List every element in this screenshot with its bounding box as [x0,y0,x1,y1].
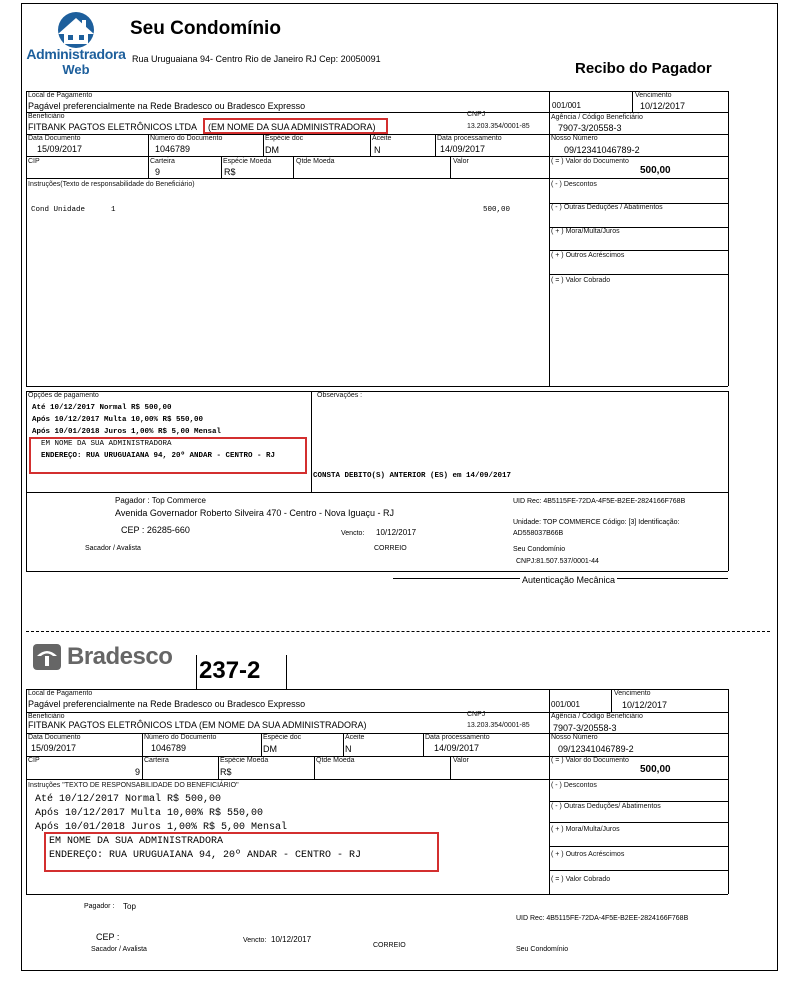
label-seu-condominio-bottom: Seu Condomínio [516,946,569,953]
label-valor-documento-2: ( = ) Valor do Documento [551,757,629,764]
pagador-name-top: Pagador : Top Commerce [115,496,207,505]
label-qtde-moeda-2: Qtde Moeda [316,757,355,764]
autenticacao-mecanica: Autenticação Mecânica [522,575,616,585]
observacoes-text: CONSTA DEBITO(S) ANTERIOR (ES) em 14/09/2017 [313,472,512,480]
label-opcoes-pagamento: Opções de pagamento [28,392,99,399]
label-cep-bottom: CEP : [96,932,120,942]
label-valor: Valor [453,158,469,165]
aceite: N [374,145,381,155]
label-agencia-codigo-2: Agência / Código Beneficiário [551,713,643,720]
label-numero-documento-2: Número do Documento [144,734,217,741]
condo-address: Rua Uruguaiana 94- Centro Rio de Janeiro RJ Cep: 20050091 [132,54,381,64]
especie-doc-2: DM [263,744,277,754]
opcao-line-3-bottom: Após 10/01/2018 Juros 1,00% R$ 5,00 Mensal [35,822,288,833]
cut-line [26,631,770,632]
label-aceite: Aceite [372,135,392,142]
data-documento: 15/09/2017 [37,144,83,154]
pagador-endereco: Avenida Governador Roberto Silveira 470 - Centro - Nova Iguaçu - RJ [115,508,394,518]
label-beneficiario: Beneficiário [28,113,65,120]
valor-documento-2: 500,00 [640,764,671,775]
carteira-2: 9 [135,767,141,777]
unidade-info-2: AD558037B66B [513,530,564,537]
pagador-name-bottom: Top [123,902,136,911]
opcao-line-2-bottom: Após 10/12/2017 Multa 10,00% R$ 550,00 [35,808,264,819]
instrucao-valor: 500,00 [483,206,511,214]
uid-top: UID Rec: 4B5115FE-72DA-4F5E-B2EE-2824166F768B [513,498,686,505]
label-numero-documento: Número do Documento [150,135,223,142]
opcao-line-1: Até 10/12/2017 Normal R$ 500,00 [32,404,172,412]
label-data-documento: Data Documento [28,135,81,142]
label-cip-2: CIP [28,757,40,764]
cnpj-condominio: CNPJ:81.507.537/0001-44 [516,558,599,565]
label-vencto-top: Vencto: [341,530,365,537]
unidade-info-1: Unidade: TOP COMMERCE Código: [3] Identificação: [513,519,680,526]
especie-moeda: R$ [224,167,236,177]
label-data-processamento-2: Data processamento [425,734,490,741]
instrucao-unidade: 1 [111,206,116,214]
data-processamento-2: 14/09/2017 [434,743,480,753]
logo-text-line1: Administradora [26,46,126,62]
nosso-numero-2: 09/12341046789-2 [558,744,634,754]
label-aceite-2: Aceite [345,734,365,741]
label-valor-cobrado: ( = ) Valor Cobrado [551,277,611,284]
opcao-line-3: Após 10/01/2018 Juros 1,00% R$ 5,00 Mensal [32,428,222,436]
cnpj: 13.203.354/0001-85 [467,123,530,130]
label-seu-condominio-top: Seu Condomínio [513,546,566,553]
label-especie-doc: Espécie doc [265,135,304,142]
parcela: 001/001 [552,101,581,110]
cnpj-2: 13.203.354/0001-85 [467,722,530,729]
highlight-beneficiario [203,118,388,134]
highlight-admin-bottom [44,832,439,872]
label-qtde-moeda: Qtde Moeda [296,158,335,165]
especie-moeda-2: R$ [220,767,232,777]
label-descontos: ( - ) Descontos [551,181,597,188]
page-title: Seu Condomínio [130,18,281,39]
label-sacador-bottom: Sacador / Avalista [91,946,147,953]
highlight-admin-top [29,437,307,474]
label-descontos-2: ( - ) Descontos [551,782,597,789]
label-valor-documento: ( = ) Valor do Documento [551,158,629,165]
label-nosso-numero-2: Nosso Número [551,734,598,741]
carteira: 9 [155,167,161,177]
label-especie-moeda: Espécie Moeda [223,158,272,165]
opcao-line-2: Após 10/12/2017 Multa 10,00% R$ 550,00 [32,416,204,424]
aceite-2: N [345,744,352,754]
label-agencia-codigo: Agência / Código Beneficiário [551,114,643,121]
admin-line-2: ENDEREÇO: RUA URUGUAIANA 94, 20º ANDAR - CENTRO - RJ [41,452,276,460]
instrucao-item: Cond Unidade [31,206,86,214]
house-logo-icon [24,8,128,48]
nosso-numero: 09/12341046789-2 [564,145,640,155]
agencia-codigo-2: 7907-3/20558-3 [553,723,617,733]
vencto-top: 10/12/2017 [376,528,417,537]
label-instrucoes: Instruções(Texto de responsabilidade do Beneficiário) [28,181,195,188]
valor-documento: 500,00 [640,165,671,176]
pagador-cep: CEP : 26285-660 [121,525,190,535]
label-nosso-numero: Nosso Número [551,135,598,142]
admin-line-1: EM NOME DA SUA ADMINISTRADORA [41,440,172,448]
label-mora-multa-2: ( + ) Mora/Multa/Juros [551,826,620,833]
label-cnpj: CNPJ [467,111,486,118]
label-local-pagamento-2: Local de Pagamento [28,690,93,697]
numero-documento: 1046789 [155,144,191,154]
label-outros-acrescimos: ( + ) Outros Acréscimos [551,252,625,259]
bank-code: 237-2 [199,657,261,684]
beneficiario-full-2: FITBANK PAGTOS ELETRÔNICOS LTDA (EM NOME DA SUA ADMINISTRADORA) [28,720,367,730]
vencto-bottom: 10/12/2017 [271,935,312,944]
label-especie-moeda-2: Espécie Moeda [220,757,269,764]
data-processamento: 14/09/2017 [440,144,486,154]
label-outras-deducoes-2: ( - ) Outras Deduções/ Abatimentos [551,803,661,810]
label-local-pagamento: Local de Pagamento [28,92,93,99]
label-data-processamento: Data processamento [437,135,502,142]
label-outras-deducoes: ( - ) Outras Deduções / Abatimentos [551,204,663,211]
numero-documento-2: 1046789 [151,743,187,753]
vencimento-2: 10/12/2017 [622,700,668,710]
logo-text-line2: Web [62,62,90,77]
bradesco-tree-icon [33,644,61,670]
label-valor-2: Valor [453,757,469,764]
label-pagador-bottom: Pagador : [84,903,115,910]
label-mora-multa: ( + ) Mora/Multa/Juros [551,228,620,235]
local-pagamento-2: Pagável preferencialmente na Rede Bradesco ou Bradesco Expresso [28,699,306,709]
vencimento: 10/12/2017 [640,101,686,111]
agencia-codigo: 7907-3/20558-3 [558,123,622,133]
beneficiario-note: (EM NOME DA SUA ADMINISTRADORA) [208,122,376,132]
beneficiario-name: FITBANK PAGTOS ELETRÔNICOS LTDA [28,122,198,132]
local-pagamento: Pagável preferencialmente na Rede Bradesco ou Bradesco Expresso [28,101,306,111]
label-carteira: Carteira [150,158,175,165]
bank-name: Bradesco [67,643,173,670]
data-documento-2: 15/09/2017 [31,743,77,753]
label-correio-bottom: CORREIO [373,942,406,949]
label-cnpj-2: CNPJ [467,711,486,718]
label-beneficiario-2: Beneficiário [28,713,65,720]
label-sacador-top: Sacador / Avalista [85,545,141,552]
label-cip: CIP [28,158,40,165]
parcela-2: 001/001 [551,700,580,709]
opcao-line-1-bottom: Até 10/12/2017 Normal R$ 500,00 [35,794,222,805]
uid-bottom: UID Rec: 4B5115FE-72DA-4F5E-B2EE-2824166F768B [516,915,689,922]
label-vencto-bottom: Vencto: [243,937,267,944]
label-instrucoes-2: Instruções "TEXTO DE RESPONSABILIDADE DO BENEFICIÁRIO" [28,782,239,789]
label-vencimento: Vencimento [635,92,672,99]
label-valor-cobrado-2: ( = ) Valor Cobrado [551,876,611,883]
label-especie-doc-2: Espécie doc [263,734,302,741]
admin-line-1-bottom: EM NOME DA SUA ADMINISTRADORA [49,836,224,847]
label-carteira-2: Carteira [144,757,169,764]
receipt-title: Recibo do Pagador [575,60,712,77]
admin-line-2-bottom: ENDEREÇO: RUA URUGUAIANA 94, 20º ANDAR - CENTRO - RJ [49,850,362,861]
especie-doc: DM [265,145,279,155]
label-data-documento-2: Data Documento [28,734,81,741]
label-vencimento-2: Vencimento [614,690,651,697]
label-outros-acrescimos-2: ( + ) Outros Acréscimos [551,851,625,858]
company-logo [24,8,128,80]
label-correio-top: CORREIO [374,545,407,552]
label-observacoes: Observações : [317,392,363,399]
